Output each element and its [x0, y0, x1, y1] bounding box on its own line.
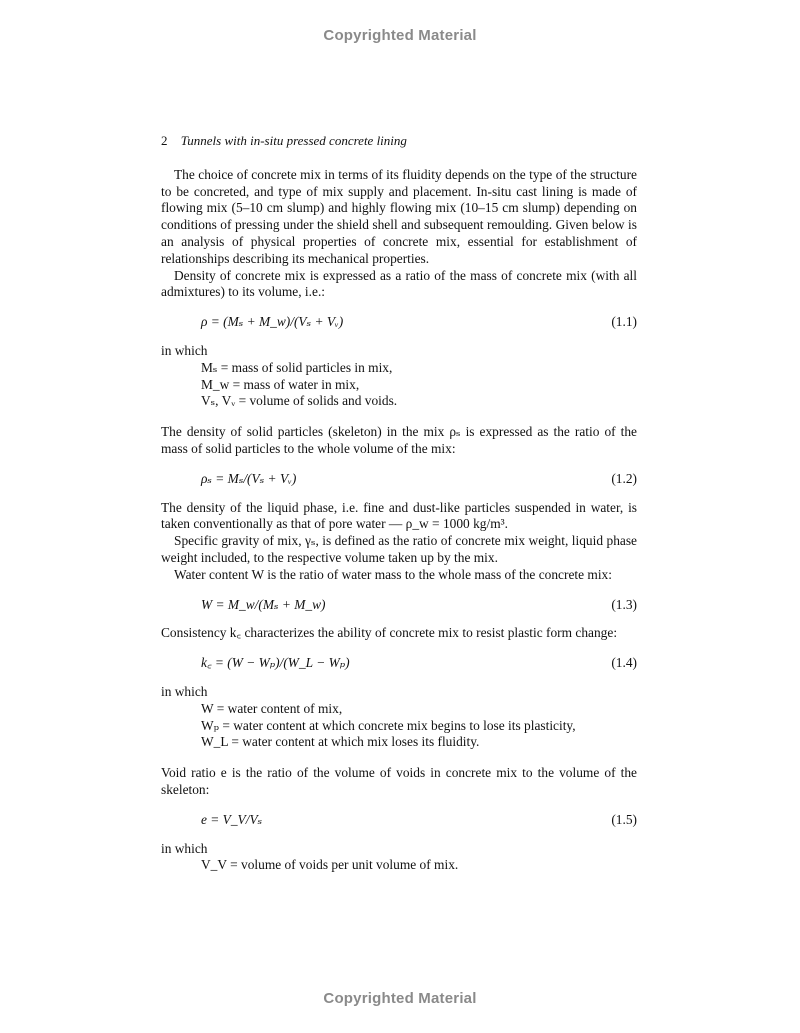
equation-number: (1.4)	[611, 655, 637, 671]
watermark-top: Copyrighted Material	[323, 27, 477, 44]
paragraph-4: The density of the liquid phase, i.e. fine and dust-like particles suspended in water, is taken conventionally as that of pore water — ρ_w = 1000 kg/m³.	[161, 499, 637, 532]
paragraph-3: The density of solid particles (skeleton) in the mix ρₛ is expressed as the ratio of the mass of solid particles to the whole volume of the mix:	[161, 424, 637, 456]
paragraph-2: Density of concrete mix is expressed as a ratio of the mass of concrete mix (with all admixtures) to its volume, i.e.:	[161, 267, 637, 300]
equation-number: (1.1)	[611, 314, 637, 330]
equation-formula: e = V_V/Vₛ	[201, 811, 263, 827]
equation-number: (1.2)	[611, 470, 637, 486]
in-which-label: in which	[161, 342, 208, 358]
page-content	[161, 133, 637, 888]
definition-list-3	[161, 857, 637, 874]
paragraph-6: Water content W is the ratio of water mass to the whole mass of the concrete mix:	[174, 566, 612, 582]
definition-item: V_V = volume of voids per unit volume of mix.	[201, 857, 459, 873]
paragraph-5: Specific gravity of mix, γₛ, is defined as the ratio of concrete mix weight, liquid phase weight included, to the respective volume taken up by the mix.	[161, 533, 637, 565]
watermark-bottom: Copyrighted Material	[323, 990, 477, 1007]
definition-item: M_w = mass of water in mix,	[201, 376, 360, 392]
equation-formula: k꜀ = (W − Wₚ)/(W_L − Wₚ)	[201, 655, 350, 671]
in-which-label: in which	[161, 840, 208, 856]
paragraph-7: Consistency k꜀ characterizes the ability of concrete mix to resist plastic form change:	[161, 625, 618, 641]
equation-1-2	[161, 471, 637, 488]
in-which-label: in which	[161, 683, 208, 699]
equation-formula: ρ = (Mₛ + M_w)/(Vₛ + Vᵥ)	[201, 314, 344, 330]
page-number: 2	[161, 133, 168, 148]
definition-item: W = water content of mix,	[201, 700, 343, 716]
equation-number: (1.5)	[611, 811, 637, 827]
equation-1-3	[161, 597, 637, 614]
equation-formula: W = M_w/(Mₛ + M_w)	[201, 596, 326, 612]
running-title: Tunnels with in-situ pressed concrete lining	[180, 133, 407, 148]
paragraph-1: The choice of concrete mix in terms of its fluidity depends on the type of the structure to be concreted, and type of mix supply and placement. In-situ cast lining is made of flowing mix (5–10 cm slump) and highly flowing mix (10–15 cm slump) depending on conditions of pressing under the shield shell and subsequent remoulding. Given below is an analysis of physical properties of concrete mix, essential for establishment of relationships describing its mechanical properties.	[161, 166, 637, 266]
equation-1-4	[161, 655, 637, 672]
equation-formula: ρₛ = Mₛ/(Vₛ + Vᵥ)	[201, 470, 297, 486]
definition-item: Vₛ, Vᵥ = volume of solids and voids.	[201, 393, 398, 409]
paragraph-8: Void ratio e is the ratio of the volume of voids in concrete mix to the volume of the skeleton:	[161, 765, 637, 797]
equation-1-1	[161, 314, 637, 331]
definition-item: Mₛ = mass of solid particles in mix,	[201, 359, 393, 375]
equation-1-5	[161, 812, 637, 829]
definition-list-2	[161, 701, 637, 751]
running-head	[161, 133, 637, 150]
equation-number: (1.3)	[611, 596, 637, 612]
definition-item: W_L = water content at which mix loses its fluidity.	[201, 734, 480, 750]
definition-item: Wₚ = water content at which concrete mix begins to lose its plasticity,	[201, 717, 576, 733]
definition-list-1	[161, 360, 637, 410]
